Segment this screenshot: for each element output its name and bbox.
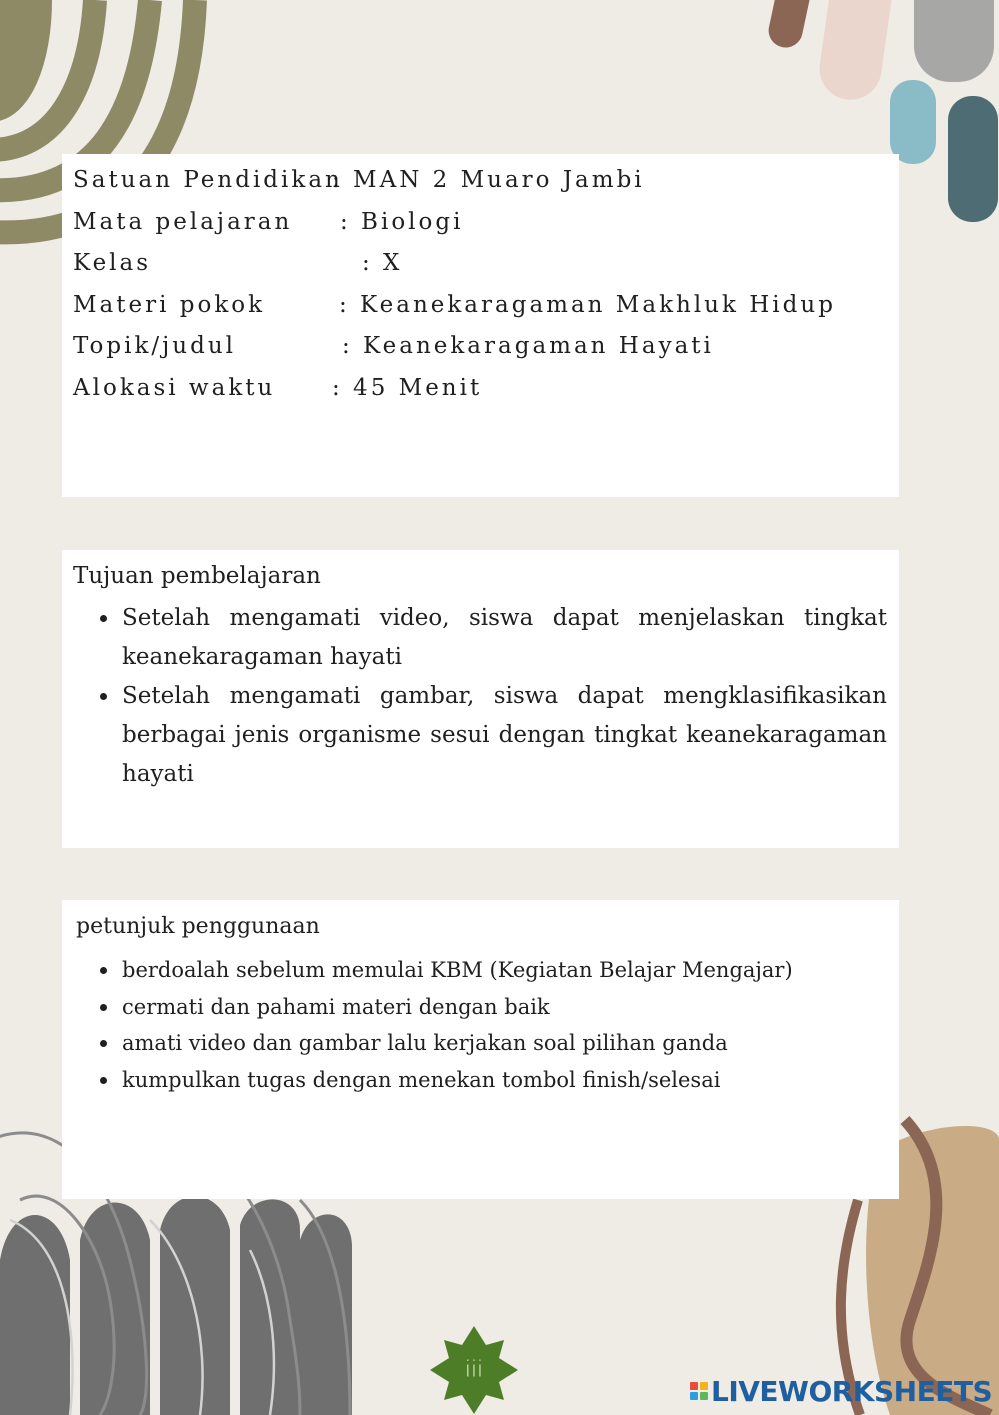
goal-item: Setelah mengamati video, siswa dapat menjelaskan tingkat keanekaragaman hayati <box>122 599 887 677</box>
info-card <box>62 154 899 497</box>
info-label: Materi pokok <box>73 292 266 318</box>
page-number: iii <box>464 1357 484 1383</box>
logo-square <box>700 1392 708 1400</box>
guide-item: cermati dan pahami materi dengan baik <box>122 989 892 1026</box>
info-label: Topik/judul <box>73 333 237 359</box>
goals-title: Tujuan pembelajaran <box>73 563 321 589</box>
info-label: Alokasi waktu <box>73 375 276 401</box>
info-label: Kelas <box>73 250 152 276</box>
guide-item: amati video dan gambar lalu kerjakan soal pilihan ganda <box>122 1025 892 1062</box>
liveworksheets-brand[interactable] <box>690 1374 992 1408</box>
info-value: : Biologi <box>340 209 464 235</box>
light-blue-stroke <box>890 80 936 164</box>
teal-stroke <box>948 96 998 222</box>
info-value: : Keanekaragaman Hayati <box>342 333 714 359</box>
goals-card <box>62 550 899 848</box>
brand-name: LIVEWORKSHEETS <box>711 1374 993 1408</box>
info-label: Satuan Pendidikan <box>73 167 343 193</box>
guide-title: petunjuk penggunaan <box>76 914 320 939</box>
guide-card <box>62 900 899 1199</box>
logo-square <box>690 1382 698 1390</box>
goals-list <box>122 599 887 794</box>
info-value: : 45 Menit <box>332 375 483 401</box>
info-value: : MAN 2 Muaro Jambi <box>332 167 645 193</box>
logo-square <box>690 1392 698 1400</box>
guide-item: kumpulkan tugas dengan menekan tombol finish/selesai <box>122 1062 892 1099</box>
goal-item: Setelah mengamati gambar, siswa dapat mengklasifikasikan berbagai jenis organisme sesui dengan tingkat keanekaragaman hayati <box>122 677 887 794</box>
info-value: : X <box>362 250 403 276</box>
brown-stroke <box>765 0 814 51</box>
liveworksheets-logo-icon <box>690 1382 708 1400</box>
grey-stroke <box>914 0 994 82</box>
guide-list <box>122 952 892 1098</box>
guide-item: berdoalah sebelum memulai KBM (Kegiatan Belajar Mengajar) <box>122 952 892 989</box>
info-value: : Keanekaragaman Makhluk Hidup <box>339 292 836 318</box>
info-label: Mata pelajaran <box>73 209 293 235</box>
pink-stroke <box>816 0 897 104</box>
logo-square <box>700 1382 708 1390</box>
